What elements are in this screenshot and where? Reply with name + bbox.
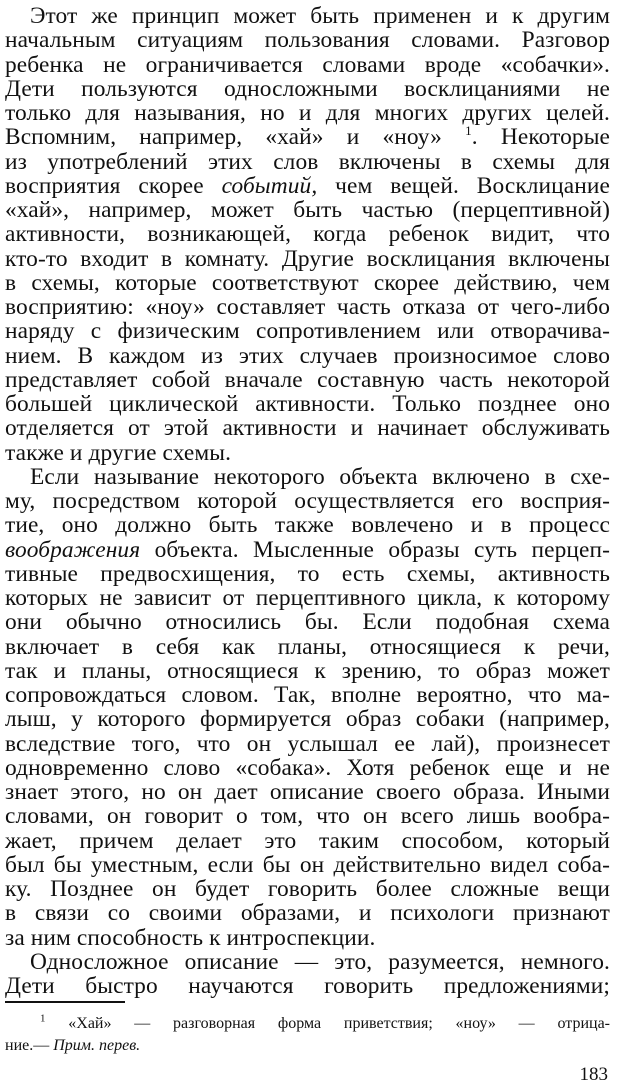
text-line: также и другие схемы. [5,439,232,466]
text-fragment: чем вещей. Восклицание [335,172,610,199]
text-line: нием. В каждом из этих случаев произносимое слово [5,342,610,369]
text-line: так и планы, относящиеся к зрению, то образ может [5,657,610,684]
text-line: был бы уместным, если бы он действительно видел соба- [5,851,610,878]
text-line: му, посредством которой осуществляется его восприя- [5,488,610,514]
page-number: 183 [579,1064,608,1085]
text-line: ку. Позднее он будет говорить более сложные вещи [5,876,610,902]
text-line [5,173,610,200]
text-line: восприятию: «ноу» составляет часть отказа от чего-либо [5,294,610,320]
footnote-line [40,1014,610,1034]
text-line: которых не зависит от перцептивного цикла, к которому [5,585,610,611]
text-fragment: Вспомним, например, «хай» и «ноу» [5,124,442,151]
text-line: сопровождаться словом. Так, вполне вероятно, что ма- [5,682,610,708]
text-line: жает, причем делает это таким способом, который [5,827,610,854]
text-line: в связи со своими образами, и психологи признают [5,900,610,927]
text-line: в схемы, которые соответствуют скорее действию, чем [5,269,610,296]
text-line: за ним способность к интроспекции. [5,924,376,951]
text-line: тивные предвосхищения, то есть схемы, активность [5,560,610,587]
text-line: вследствие того, что он услышал ее лай), произнесет [5,730,610,757]
text-line: Односложное описание — это, разумеется, немного. [30,948,610,975]
text-line: включает в себя как планы, относящиеся к речи, [5,633,610,660]
footnote-line [5,1036,610,1056]
text-line: Дети быстро научаются говорить предложениями; [5,973,610,999]
text-line: Этот же принцип может быть применен и к другим [30,3,610,29]
text-line: только для называния, но и для многих других целей. [5,100,610,126]
text-line: одновременно слово «собака». Хотя ребенок еще и не [5,754,610,781]
translator-note: Прим. перев. [53,1037,141,1054]
text-line: представляет собой вначале составную часть некоторой [5,366,610,393]
text-line: Если называние некоторого объекта включено в схе- [30,463,610,490]
text-line: Дети пользуются односложными восклицаниями не [5,75,610,102]
footnote-marker: 1 [40,1012,46,1025]
text-line: начальным ситуациям пользования словами. Разговор [5,27,610,54]
text-line: они обычно относились бы. Если подобная схема [5,609,610,636]
text-fragment: объекта. Мысленные образы суть перцеп- [154,536,610,563]
italic-emphasis: событий, [221,172,318,199]
text-line: тие, оно должно быть также вовлечено и в процесс [5,512,610,539]
text-line: из употреблений этих слов включены в схемы для [5,148,610,175]
footnote-reference: 1 [465,123,472,139]
text-line: кто-то входит в комнату. Другие восклицания включены [5,245,610,272]
footnote-text: ние.— [5,1037,54,1054]
text-line: активности, возникающей, когда ребенок видит, что [5,221,610,248]
text-line: «хай», например, может быть частью (перцептивной) [5,197,610,223]
text-fragment: . Некоторые [471,124,610,151]
text-line [5,124,610,151]
text-line: лыш, у которого формируется образ собаки (например, [5,706,610,733]
text-line: ребенка не ограничивается словами вроде «собачки». [5,51,610,78]
text-line: знает этого, но он дает описание своего образа. Иными [5,779,610,805]
italic-emphasis: воображения [5,536,141,563]
text-line: отделяется от этой активности и начинает обслуживать [5,415,610,442]
text-line [5,537,610,564]
footnote-separator [5,1001,125,1003]
text-fragment: восприятия скорее [5,172,204,199]
text-line: большей циклической активности. Только позднее оно [5,391,610,417]
footnote-text: «Хай» — разговорная форма приветствия; «ноу» — отрица- [45,1015,610,1032]
text-line: наряду с физическим сопротивлением или отворачива- [5,318,610,345]
text-line: словами, он говорит о том, что он всего лишь вообра- [5,803,610,830]
